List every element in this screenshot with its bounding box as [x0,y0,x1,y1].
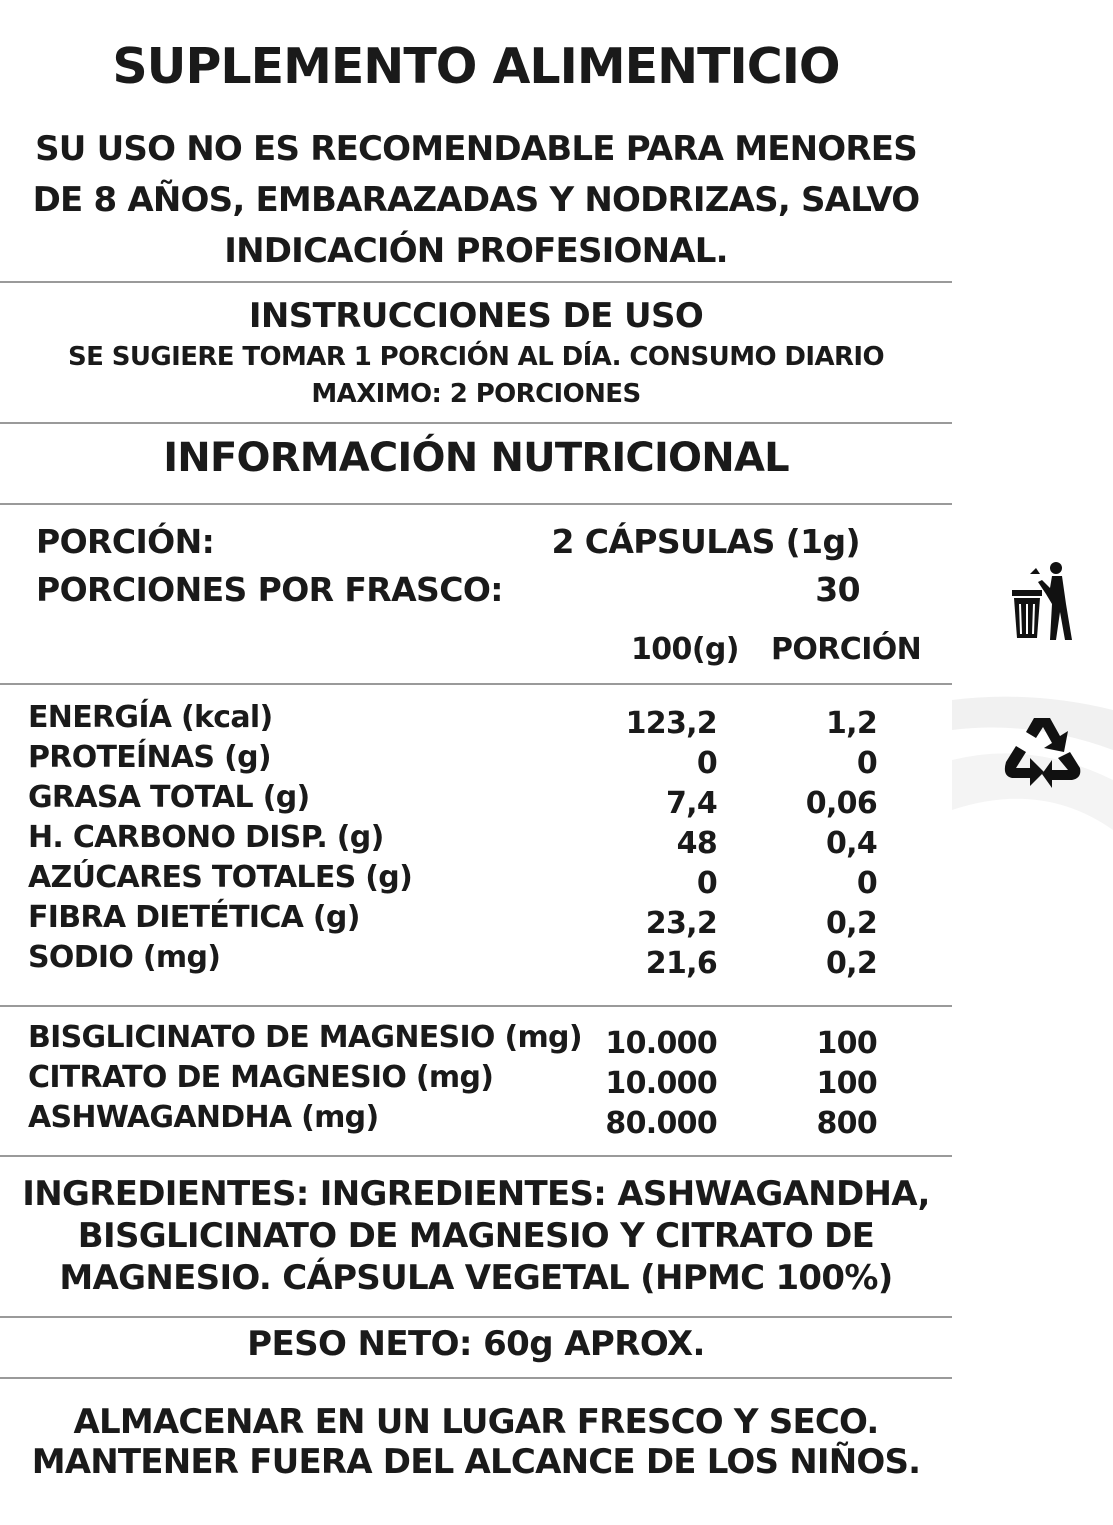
nutrient-name: CITRATO DE MAGNESIO (mg) [28,1060,494,1095]
ingredients-line: MAGNESIO. CÁPSULA VEGETAL (HPMC 100%) [59,1258,893,1298]
value-100g: 0 [696,746,717,781]
divider [0,1377,952,1379]
nutrient-name: GRASA TOTAL (g) [28,780,310,815]
value-100g: 10.000 [605,1066,717,1101]
divider [0,422,952,424]
table-row [0,1020,952,1060]
warning-line: INDICACIÓN PROFESIONAL. [224,231,728,271]
warning-line: DE 8 AÑOS, EMBARAZADAS Y NODRIZAS, SALVO [32,180,920,220]
serving-size-value: 2 CÁPSULAS (1g) [551,522,860,561]
value-portion: 0,2 [825,906,877,941]
value-portion: 100 [816,1026,877,1061]
nutrient-name: H. CARBONO DISP. (g) [28,820,384,855]
table-row [0,900,952,940]
divider [0,281,952,283]
table-row [0,860,952,900]
value-100g: 80.000 [605,1106,717,1141]
value-portion: 0,2 [825,946,877,981]
nutrition-title: INFORMACIÓN NUTRICIONAL [163,435,789,481]
value-portion: 100 [816,1066,877,1101]
nutrient-name: SODIO (mg) [28,940,221,975]
value-portion: 0 [856,746,877,781]
warning-line: SU USO NO ES RECOMENDABLE PARA MENORES [35,129,917,169]
instructions-text [0,339,952,413]
ingredients-text [0,1173,952,1299]
divider [0,1316,952,1318]
value-100g: 7,4 [665,786,717,821]
column-header-portion: PORCIÓN [771,632,922,667]
instructions-line: MAXIMO: 2 PORCIONES [311,379,641,409]
net-weight: PESO NETO: 60g APROX. [247,1324,705,1364]
divider [0,1155,952,1157]
value-100g: 123,2 [625,706,717,741]
value-100g: 21,6 [645,946,717,981]
nutrient-name: PROTEÍNAS (g) [28,740,271,775]
table-row [0,940,952,980]
nutrient-table [0,700,952,980]
ingredients-line: INGREDIENTES: INGREDIENTES: ASHWAGANDHA, [22,1174,930,1214]
servings-per-container-label: PORCIONES POR FRASCO: [36,570,503,609]
nutrient-name: BISGLICINATO DE MAGNESIO (mg) [28,1020,582,1055]
instructions-title: INSTRUCCIONES DE USO [248,296,704,336]
value-100g: 23,2 [645,906,717,941]
nutrient-name: ASHWAGANDHA (mg) [28,1100,379,1135]
active-ingredients-table [0,1020,952,1140]
value-portion: 0,06 [805,786,877,821]
ingredients-line: BISGLICINATO DE MAGNESIO Y CITRATO DE [77,1216,875,1256]
table-row [0,1100,952,1140]
value-portion: 0,4 [825,826,877,861]
label-title: SUPLEMENTO ALIMENTICIO [112,38,840,95]
divider [0,683,952,685]
storage-line: MANTENER FUERA DEL ALCANCE DE LOS NIÑOS. [31,1442,921,1482]
storage-instructions [0,1402,952,1482]
value-portion: 800 [816,1106,877,1141]
recycle-icon [1000,714,1084,794]
value-portion: 1,2 [825,706,877,741]
nutrient-name: ENERGÍA (kcal) [28,700,273,735]
nutrient-name: FIBRA DIETÉTICA (g) [28,900,360,935]
nutrient-name: AZÚCARES TOTALES (g) [28,860,413,895]
instructions-line: SE SUGIERE TOMAR 1 PORCIÓN AL DÍA. CONSUMO DIARIO [68,342,884,372]
table-row [0,700,952,740]
table-row [0,820,952,860]
column-header-100g: 100(g) [631,632,739,667]
usage-warning [0,124,952,277]
table-row [0,740,952,780]
tidy-man-trash-icon [1008,560,1074,644]
table-row [0,1060,952,1100]
value-100g: 48 [676,826,717,861]
storage-line: ALMACENAR EN UN LUGAR FRESCO Y SECO. [73,1402,879,1442]
value-100g: 10.000 [605,1026,717,1061]
servings-per-container-value: 30 [815,570,860,609]
table-row [0,780,952,820]
divider [0,503,952,505]
divider [0,1005,952,1007]
value-portion: 0 [856,866,877,901]
value-100g: 0 [696,866,717,901]
serving-size-label: PORCIÓN: [36,522,215,561]
